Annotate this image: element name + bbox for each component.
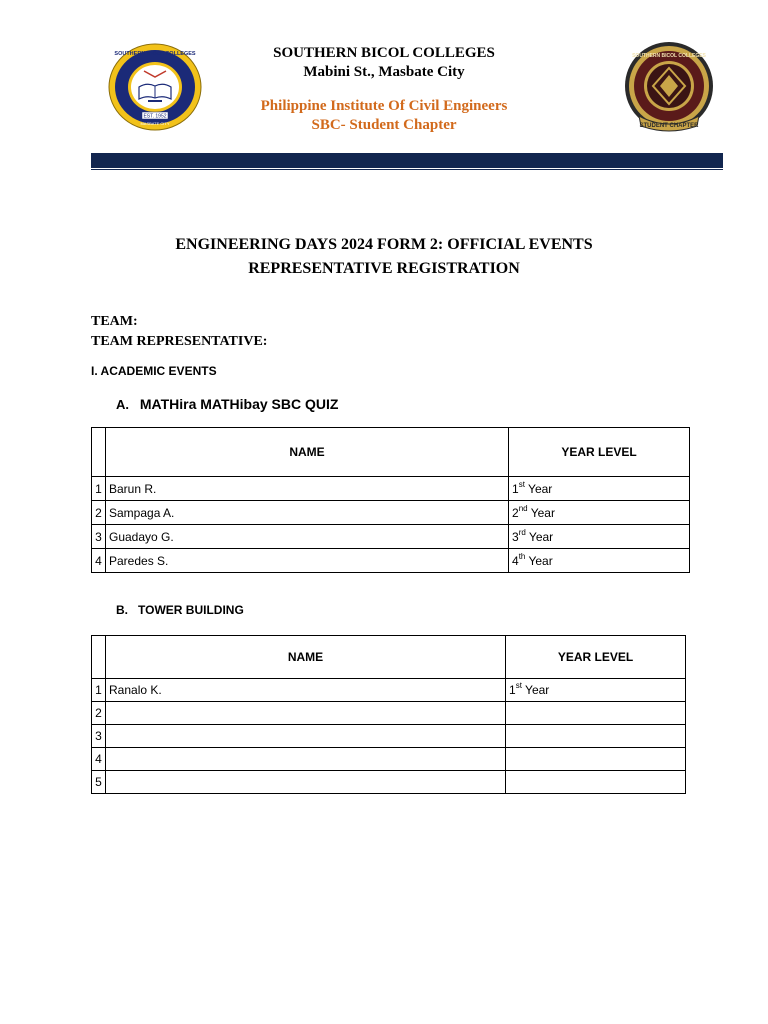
row-number: 4	[92, 549, 106, 573]
seal-ribbon-text: EST. 1952	[143, 113, 167, 120]
year-cell[interactable]	[506, 702, 686, 725]
year-word: Year	[527, 505, 555, 520]
name-cell[interactable]	[106, 748, 506, 771]
seal-banner-text: STUDENT CHAPTER	[639, 123, 699, 129]
table-cell	[92, 428, 106, 477]
year-cell[interactable]	[509, 549, 690, 573]
name-cell[interactable]: Paredes S.	[106, 549, 509, 573]
row-number: 1	[92, 679, 106, 702]
team-representative-label: TEAM REPRESENTATIVE:	[91, 334, 268, 349]
seal-bottom-text: MASBATE CITY	[140, 121, 170, 126]
year-column-header: YEAR LEVEL	[506, 636, 686, 679]
form-title-line1: ENGINEERING DAYS 2024 FORM 2: OFFICIAL EVENTS	[175, 236, 593, 253]
year-word: Year	[524, 481, 553, 496]
year-suffix: st	[518, 479, 525, 489]
year-number: 1	[512, 481, 519, 496]
row-number: 1	[92, 477, 106, 501]
name-cell[interactable]: Guadayo G.	[106, 525, 509, 549]
table-row	[92, 549, 690, 573]
year-suffix: rd	[518, 527, 526, 537]
row-number: 3	[92, 725, 106, 748]
year-cell[interactable]	[506, 771, 686, 794]
name-column-header: NAME	[106, 428, 509, 477]
event-b-heading	[116, 603, 244, 617]
event-a-table	[91, 427, 690, 573]
seal-ring-text: SOUTHERN BICOL COLLEGES	[632, 53, 706, 59]
table-row	[92, 525, 690, 549]
year-word: Year	[525, 553, 553, 568]
header-divider	[91, 169, 723, 170]
year-suffix: th	[518, 551, 526, 561]
event-a-title: MATHira MATHibay SBC QUIZ	[139, 396, 339, 412]
row-number: 2	[92, 501, 106, 525]
name-cell[interactable]	[106, 702, 506, 725]
name-cell[interactable]: Sampaga A.	[106, 501, 509, 525]
year-number: 4	[512, 553, 519, 568]
name-cell[interactable]	[106, 771, 506, 794]
table-row	[92, 748, 686, 771]
year-cell[interactable]	[506, 725, 686, 748]
table-row	[92, 702, 686, 725]
row-number: 4	[92, 748, 106, 771]
school-address: Mabini St., Masbate City	[303, 64, 465, 80]
row-number: 3	[92, 525, 106, 549]
table-row	[92, 725, 686, 748]
table-row	[92, 679, 686, 702]
table-cell	[92, 636, 106, 679]
year-cell[interactable]	[509, 525, 690, 549]
event-b-title: TOWER BUILDING	[138, 603, 244, 617]
name-cell[interactable]: Ranalo K.	[106, 679, 506, 702]
year-cell[interactable]	[509, 501, 690, 525]
year-word: Year	[521, 683, 550, 697]
table-header-row	[92, 428, 690, 477]
year-cell[interactable]	[506, 748, 686, 771]
row-number: 5	[92, 771, 106, 794]
table-row	[92, 771, 686, 794]
year-word: Year	[525, 529, 554, 544]
section-academic-events: I. ACADEMIC EVENTS	[91, 364, 217, 378]
event-a-letter: A.	[116, 397, 129, 412]
table-row	[92, 501, 690, 525]
event-b-table	[91, 635, 686, 794]
year-number: 2	[512, 505, 519, 520]
year-cell[interactable]	[506, 679, 686, 702]
chapter-name: SBC- Student Chapter	[311, 117, 457, 133]
team-label: TEAM:	[91, 314, 138, 329]
header-banner	[91, 153, 723, 168]
year-column-header: YEAR LEVEL	[509, 428, 690, 477]
org-name: Philippine Institute Of Civil Engineers	[260, 98, 508, 114]
event-a-heading	[116, 396, 338, 412]
table-header-row	[92, 636, 686, 679]
form-title-line2: REPRESENTATIVE REGISTRATION	[248, 260, 520, 277]
row-number: 2	[92, 702, 106, 725]
name-cell[interactable]	[106, 725, 506, 748]
year-number: 1	[509, 683, 516, 697]
seal-ring-text: SOUTHERN BICOL COLLEGES	[114, 51, 196, 57]
table-row	[92, 477, 690, 501]
year-suffix: nd	[518, 503, 528, 513]
name-cell[interactable]: Barun R.	[106, 477, 509, 501]
year-cell[interactable]	[509, 477, 690, 501]
name-column-header: NAME	[106, 636, 506, 679]
year-number: 3	[512, 529, 519, 544]
year-suffix: st	[515, 681, 522, 690]
event-b-letter: B.	[116, 603, 128, 617]
school-name: SOUTHERN BICOL COLLEGES	[273, 45, 495, 61]
